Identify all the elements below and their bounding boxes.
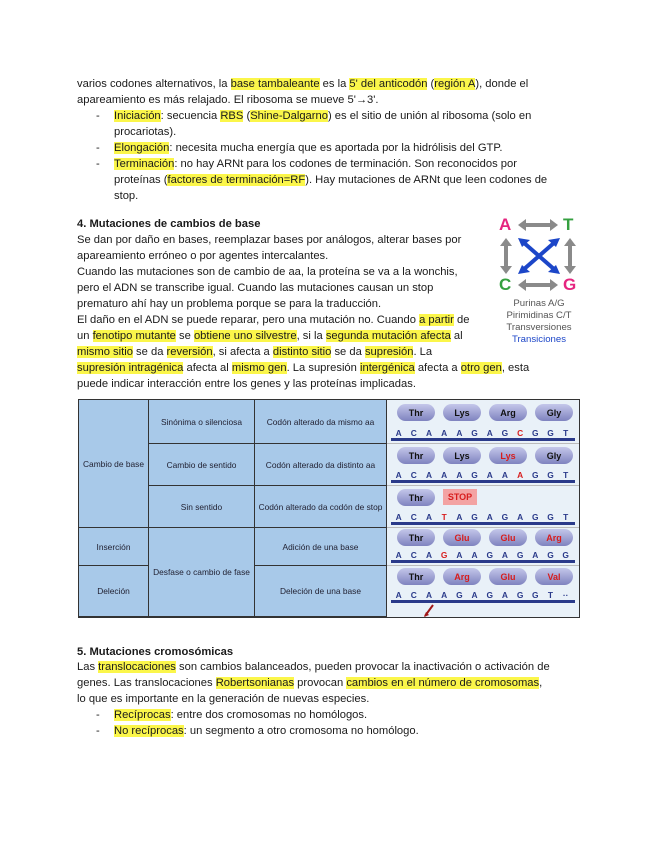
highlight: mismo gen: [231, 362, 287, 374]
paragraph-line: pero el ADN se transcribe igual. Cuando las mutaciones causan un stop: [77, 282, 434, 294]
table-cell: Codón alterado da codón de stop: [255, 486, 387, 528]
amino-acid-pill: Glu: [489, 529, 527, 546]
dna-sequence: A C A A A G A A A G G T: [391, 471, 575, 483]
table-cell: Codón alterado da mismo aa: [255, 400, 387, 444]
section-heading: 5. Mutaciones cromosómicas: [77, 646, 234, 658]
amino-acid-pill: Thr: [397, 568, 435, 585]
cytosine-label: C: [499, 275, 512, 294]
amino-acid-pill: Lys: [443, 447, 481, 464]
list-item: - Elongación: necesita mucha energía que es aportada por la hidrólisis del GTP.: [96, 142, 503, 154]
list-item-continuation: procariotas).: [114, 126, 177, 138]
arrows-icon: [492, 212, 592, 302]
highlight: Robertsonianas: [215, 677, 295, 689]
paragraph-line: genes. Las translocaciones Robertsonianas provocan cambios en el número de cromosomas,: [77, 677, 543, 689]
amino-acid-pill: Thr: [397, 447, 435, 464]
amino-acid-pill: Arg: [489, 404, 527, 421]
table-cell: Cambio de sentido: [149, 444, 255, 486]
highlight: base tambaleante: [230, 78, 320, 90]
dna-sequence: A C A A G A G A G G T ··: [391, 591, 575, 603]
list-item-continuation: stop.: [114, 190, 139, 202]
highlight: Terminación: [114, 158, 175, 170]
amino-acid-pill: Glu: [443, 529, 481, 546]
list-item: - Terminación: no hay ARNt para los codones de terminación. Son reconocidos por: [96, 158, 517, 170]
highlight: No recíprocas: [114, 725, 184, 737]
diagram-caption: Pirimidinas C/T: [506, 310, 572, 321]
table-cell: Sin sentido: [149, 486, 255, 528]
highlight: intergénica: [359, 362, 415, 374]
sequence-panel: [387, 528, 579, 566]
list-item: - Iniciación: secuencia RBS (Shine-Dalgarno) es el sitio de unión al ribosoma (solo en: [96, 110, 532, 122]
base-pair-diagram: [492, 212, 592, 352]
highlight: RBS: [220, 110, 244, 122]
paragraph-line: Las translocaciones son cambios balanceados, pueden provocar la inactivación o activación de: [77, 661, 550, 673]
highlight: Recíprocas: [114, 709, 171, 721]
stop-codon-badge: STOP: [443, 489, 477, 505]
paragraph-line: prematuro ahí hay un problema porque se para la traducción.: [77, 298, 382, 310]
diagram-caption: Transiciones: [511, 334, 567, 345]
table-cell: Sinónima o silenciosa: [149, 400, 255, 444]
guanine-label: G: [563, 275, 577, 294]
highlight: otro gen: [460, 362, 502, 374]
amino-acid-pill: Thr: [397, 529, 435, 546]
highlight: translocaciones: [98, 661, 176, 673]
highlight: obtiene uno silvestre: [193, 330, 297, 342]
paragraph-line: un fenotipo mutante se obtiene uno silvestre, si la segunda mutación afecta al: [77, 330, 463, 342]
amino-acid-pill: Arg: [535, 529, 573, 546]
list-item: - No recíprocas: un segmento a otro cromosoma no homólogo.: [96, 725, 419, 737]
highlight: a partir: [419, 314, 454, 326]
table-cell: Deleción de una base: [255, 566, 387, 617]
sequence-panel: [387, 400, 579, 444]
paragraph-line: apareamiento erróneo o por agentes intercalantes.: [77, 250, 329, 262]
paragraph-line: Se dan por daño en bases, reemplazar bases por análogos, alterar bases por: [77, 234, 462, 246]
list-item: - Recíprocas: entre dos cromosomas no homólogos.: [96, 709, 368, 721]
section-heading: 4. Mutaciones de cambios de base: [77, 218, 261, 230]
highlight: supresión intragénica: [77, 362, 184, 374]
deletion-mark-icon: [423, 604, 437, 617]
paragraph-line: mismo sitio se da reversión, si afecta a distinto sitio se da supresión. La: [77, 346, 433, 358]
highlight: Iniciación: [114, 110, 161, 122]
amino-acid-pill: Arg: [443, 568, 481, 585]
paragraph-line: apareamiento es más relajado. El ribosoma se mueve 5'→3'.: [77, 94, 379, 106]
table-cell: Desfase o cambio de fase: [149, 528, 255, 617]
table-cell: Cambio de base: [79, 400, 149, 528]
amino-acid-pill: Gly: [535, 447, 573, 464]
table-cell: Deleción: [79, 566, 149, 617]
paragraph-line: lo que es importante en la generación de nuevas especies.: [77, 693, 370, 705]
highlight: mismo sitio: [77, 346, 133, 358]
paragraph-line: varios codones alternativos, la base tambaleante es la 5' del anticodón (región A), donde el: [77, 78, 529, 90]
highlight: fenotipo mutante: [92, 330, 176, 342]
highlight: supresión: [364, 346, 414, 358]
mutation-types-table: [78, 399, 580, 618]
list-item-continuation: proteínas (factores de terminación=RF). Hay mutaciones de ARNt que leen codones de: [114, 174, 548, 186]
highlight: cambios en el número de cromosomas: [346, 677, 540, 689]
paragraph-line: supresión intragénica afecta al mismo gen. La supresión intergénica afecta a otro gen, esta: [77, 362, 530, 374]
dna-sequence: A C A G A A G A G A G G: [391, 551, 575, 563]
diagram-caption: Purinas A/G: [513, 298, 565, 309]
amino-acid-pill: Lys: [443, 404, 481, 421]
paragraph-line: Cuando las mutaciones son de cambio de aa, la proteína se va a la wonchis,: [77, 266, 458, 278]
highlight: reversión: [166, 346, 213, 358]
amino-acid-pill: Thr: [397, 489, 435, 506]
highlight: factores de terminación=RF: [167, 174, 306, 186]
table-cell: Inserción: [79, 528, 149, 566]
diagram-caption: Transversiones: [506, 322, 572, 333]
thymine-label: T: [563, 215, 574, 234]
highlight: región A: [434, 78, 476, 90]
sequence-panel: [387, 444, 579, 486]
paragraph-line: El daño en el ADN se puede reparar, pero una mutación no. Cuando a partir de: [77, 314, 470, 326]
sequence-panel: [387, 486, 579, 528]
highlight: Shine-Dalgarno: [250, 110, 328, 122]
dna-sequence: A C A A A G A G C G G T: [391, 429, 575, 441]
amino-acid-pill: Val: [535, 568, 573, 585]
amino-acid-pill: Lys: [489, 447, 527, 464]
dna-sequence: A C A T A G A G A G G T: [391, 513, 575, 525]
highlight: segunda mutación afecta: [325, 330, 451, 342]
table-cell: Codón alterado da distinto aa: [255, 444, 387, 486]
highlight: Elongación: [114, 142, 170, 154]
amino-acid-pill: Gly: [535, 404, 573, 421]
amino-acid-pill: Glu: [489, 568, 527, 585]
adenine-label: A: [499, 215, 512, 234]
table-cell: Adición de una base: [255, 528, 387, 566]
paragraph-line: puede indicar interacción entre los genes y las proteínas implicadas.: [77, 378, 416, 390]
highlight: distinto sitio: [272, 346, 332, 358]
amino-acid-pill: Thr: [397, 404, 435, 421]
highlight: 5' del anticodón: [349, 78, 428, 90]
sequence-panel: [387, 566, 579, 617]
